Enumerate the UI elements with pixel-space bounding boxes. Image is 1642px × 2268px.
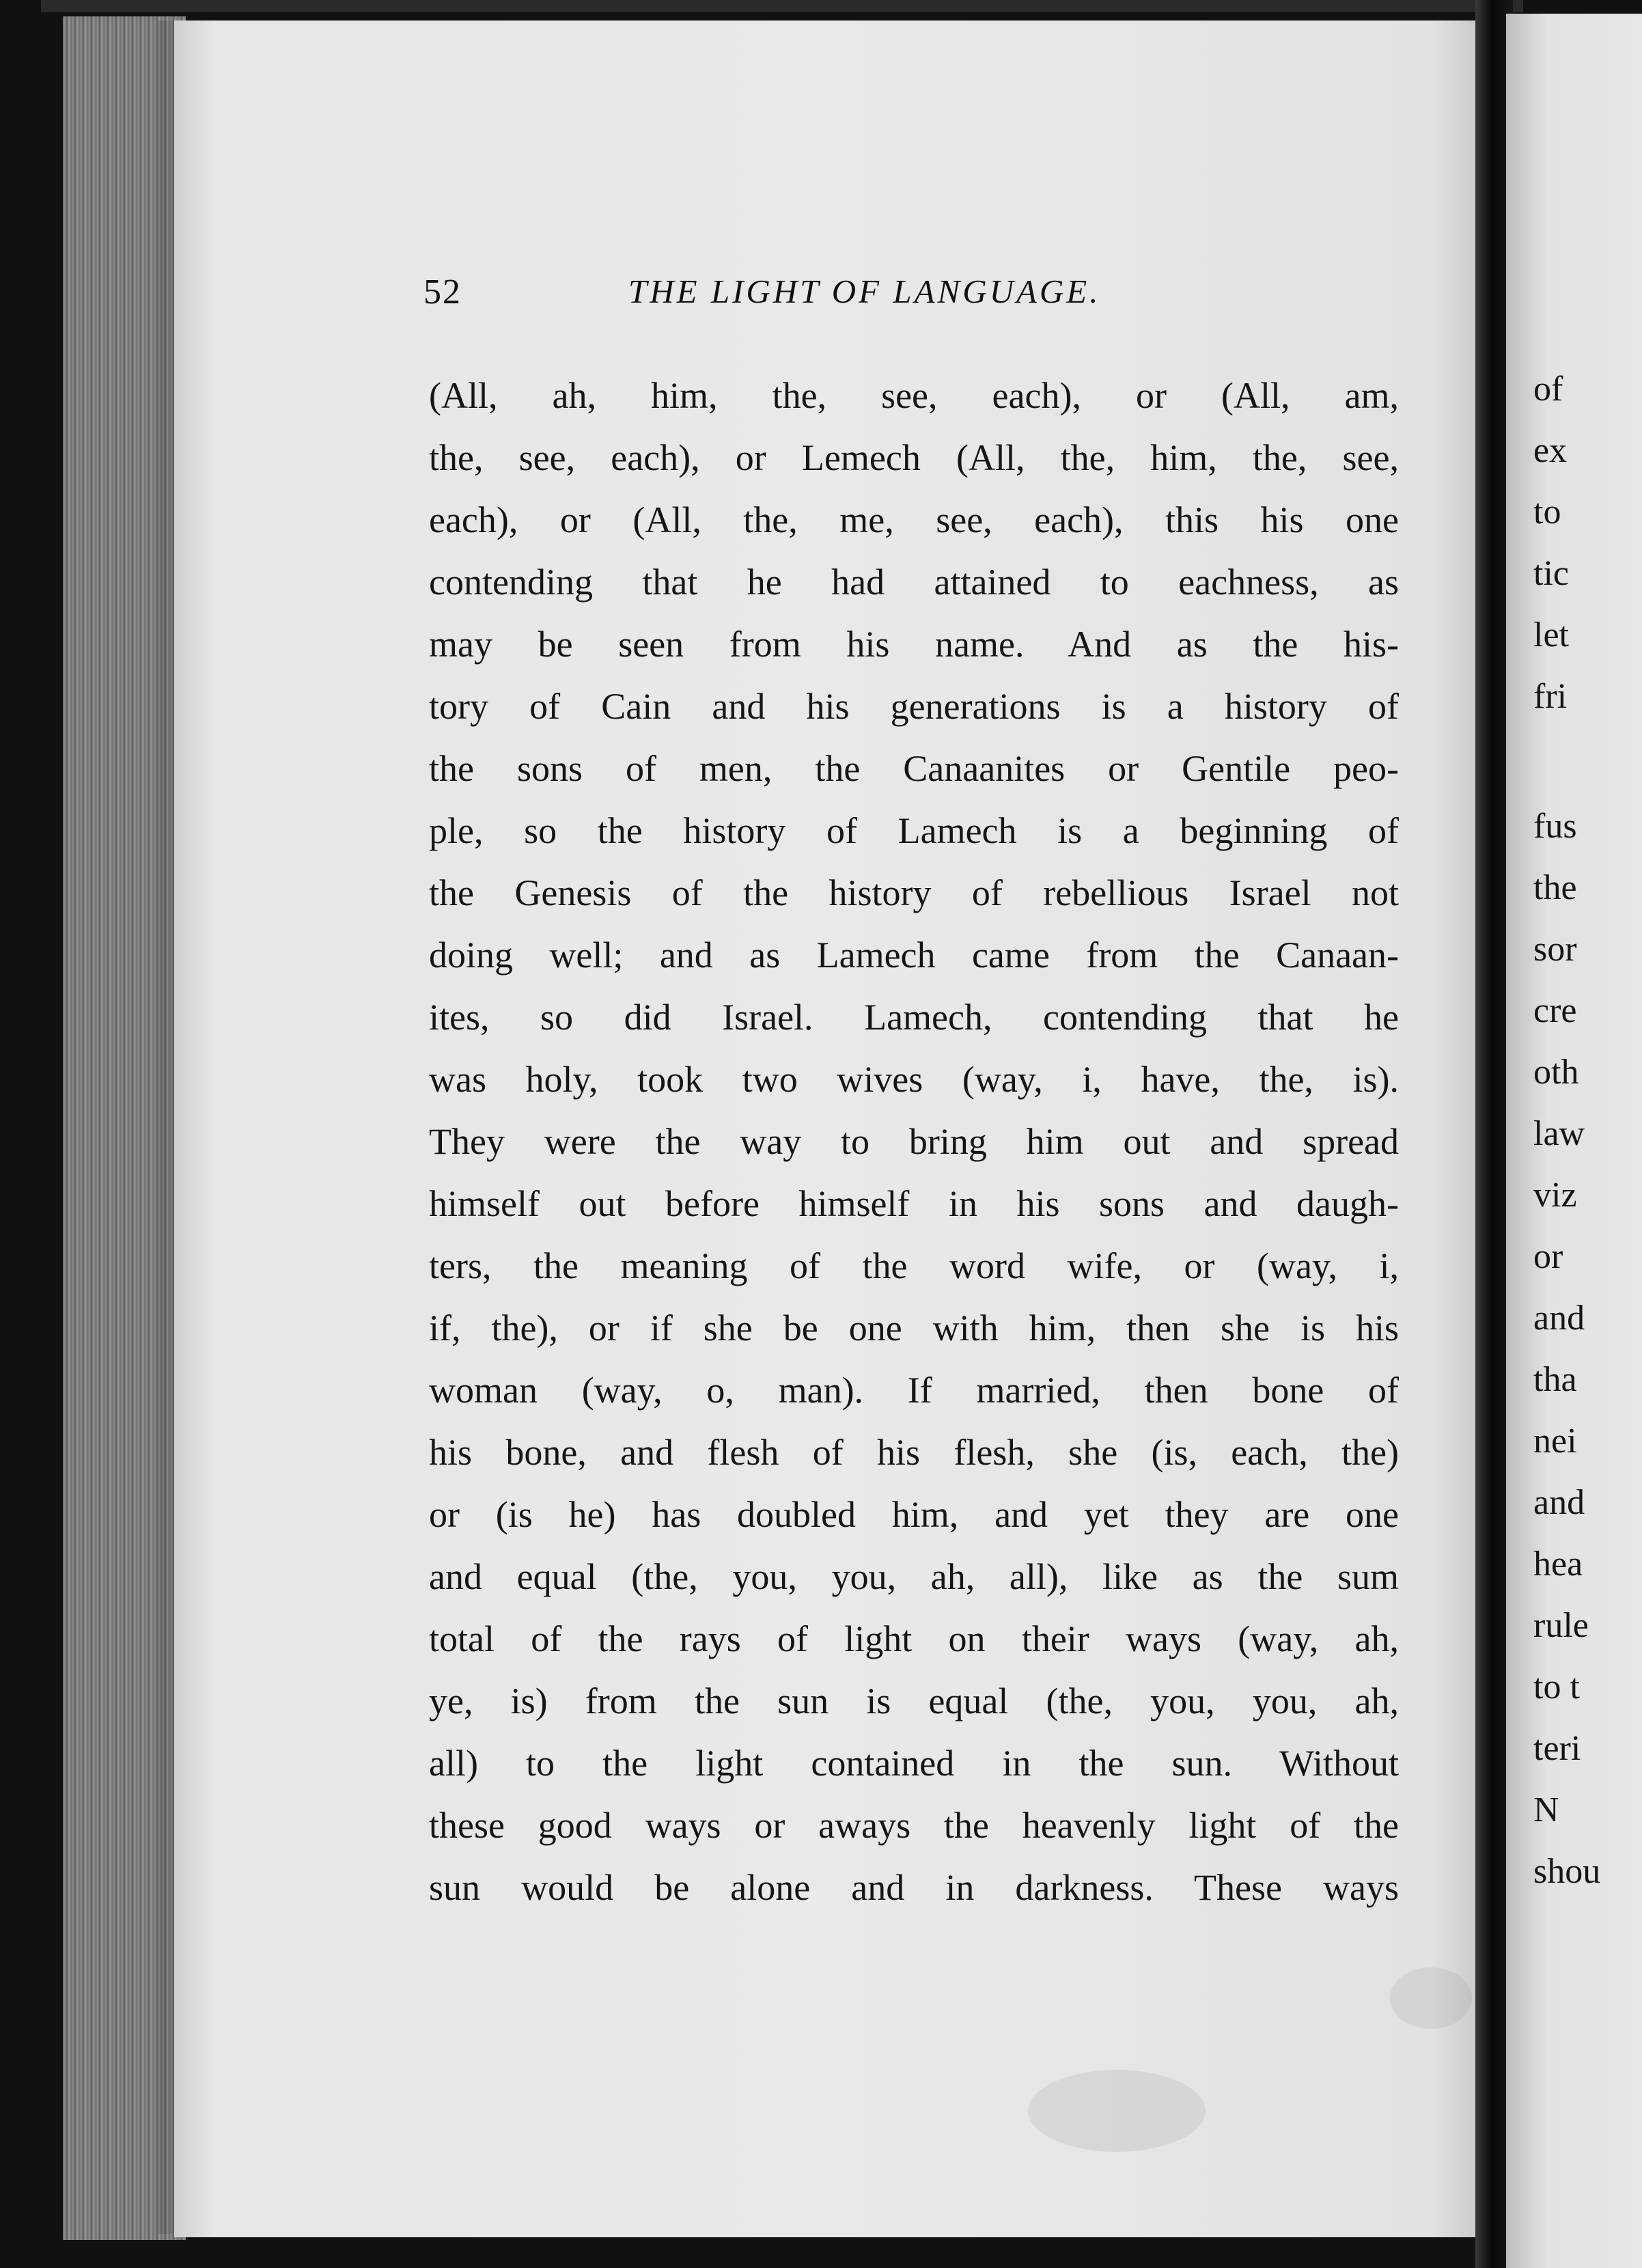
text-line: and equal (the, you, you, ah, all), like as the sum [429,1556,1399,1597]
text-line: ters, the meaning of the word wife, or (way, i, [429,1245,1399,1286]
text-line: or (is he) has doubled him, and yet they are one [429,1494,1399,1535]
text-line: contending that he had attained to eachness, as [429,562,1399,603]
facing-fragment: the [1533,868,1577,907]
facing-fragment: ex [1533,431,1568,470]
facing-fragment: fri [1533,677,1568,716]
text-line: himself out before himself in his sons and daugh- [429,1183,1399,1224]
facing-fragment: of [1533,370,1563,409]
facing-fragment: nei [1533,1422,1577,1461]
text-line: ye, is) from the sun is equal (the, you, you, ah, [429,1681,1399,1721]
text-line: was holy, took two wives (way, i, have, the, is). [429,1059,1399,1100]
text-line: ites, so did Israel. Lamech, contending that he [429,997,1399,1038]
text-line: sun would be alone and in darkness. These ways [429,1867,1399,1908]
facing-fragment: and [1533,1299,1585,1338]
facing-fragment: N [1533,1790,1559,1829]
facing-fragment: hea [1533,1545,1583,1584]
facing-fragment: sor [1533,930,1577,969]
page-number: 52 [423,273,462,312]
facing-fragment: law [1533,1114,1585,1153]
body-text [429,365,1399,1919]
facing-fragment: cre [1533,991,1577,1030]
text-line: these good ways or aways the heavenly light of the [429,1805,1399,1846]
facing-page [1506,14,1642,2268]
page-header [423,272,1188,327]
facing-fragment: teri [1533,1729,1581,1768]
text-line: woman (way, o, man). If married, then bone of [429,1370,1399,1411]
facing-fragment: shou [1533,1852,1601,1891]
text-line: total of the rays of light on their ways (way, ah, [429,1618,1399,1659]
facing-fragment: or [1533,1237,1563,1276]
facing-fragment: to [1533,493,1561,531]
facing-fragment: tic [1533,554,1569,593]
book-top-edge [41,0,1523,12]
text-line: the Genesis of the history of rebellious Israel not [429,872,1399,913]
facing-fragment: fus [1533,807,1577,846]
text-line: the sons of men, the Canaanites or Gentile peo- [429,748,1399,789]
text-line: ple, so the history of Lamech is a beginning of [429,810,1399,851]
facing-fragment: and [1533,1483,1585,1522]
facing-fragment: tha [1533,1360,1577,1399]
facing-fragment: rule [1533,1606,1589,1645]
text-line: the, see, each), or Lemech (All, the, him, the, see, [429,437,1399,478]
facing-fragment: let [1533,616,1569,654]
text-line: may be seen from his name. And as the his- [429,624,1399,665]
text-line: if, the), or if she be one with him, then she is his [429,1308,1399,1349]
text-line: doing well; and as Lamech came from the Canaan- [429,935,1399,976]
text-line: each), or (All, the, me, see, each), this his one [429,499,1399,540]
text-line: (All, ah, him, the, see, each), or (All, am, [429,375,1399,416]
text-line: tory of Cain and his generations is a history of [429,686,1399,727]
paper-stain [1028,2070,1206,2152]
running-title: THE LIGHT OF LANGUAGE. [628,273,1101,310]
facing-fragment: viz [1533,1176,1577,1215]
text-line: all) to the light contained in the sun. Without [429,1743,1399,1784]
text-line: They were the way to bring him out and spread [429,1121,1399,1162]
text-line: his bone, and flesh of his flesh, she (is, each, the) [429,1432,1399,1473]
facing-fragment: to t [1533,1668,1580,1706]
paper-stain [1390,1967,1472,2029]
facing-fragment: oth [1533,1053,1579,1092]
